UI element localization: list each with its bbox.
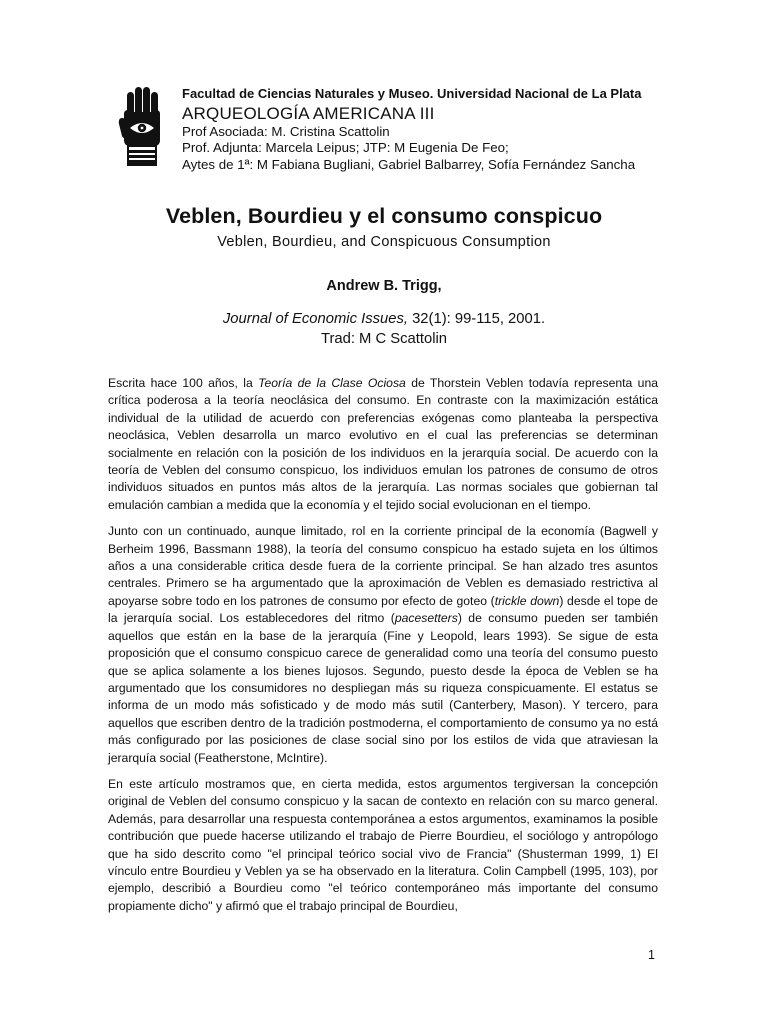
article-title: Veblen, Bourdieu y el consumo conspicuo (165, 204, 603, 228)
pacesetters-italic: pacesetters (394, 611, 458, 626)
paragraph-1-text-a: Escrita hace 100 años, la (108, 376, 259, 390)
staff-line-2: Prof. Adjunta: Marcela Leipus; JTP: M Eugenia De Feo; (182, 140, 509, 155)
faculty-name: Facultad de Ciencias Naturales y Museo. Universidad Nacional de La Plata (182, 86, 642, 101)
journal-reference: 32(1): 99-115, 2001. (407, 311, 546, 327)
paragraph-1-text-c: de Thorstein Veblen todavía representa una crítica poderosa a la teoría neoclásica del consumo. En contraste con la maximización estática individual de la utilidad de acuerdo con preferencias exógenas como planteaba la perspectiva neoclásica, Veblen desarrolla un marco evolutivo en el cual las preferencias se determinan socialmente en relación con la posición de los individuos en la jerarquía social. De acuerdo con la teoría de Veblen del consumo conspicuo, los individuos emulan los patrones de consumo de otros individuos situados en puntos más altos de la jerarquía. Las normas sociales que gobiernan tal emulación cambian a medida que la economía y el tejido social evolucionan en el tiempo. (108, 376, 659, 512)
paragraph-1 (108, 375, 658, 514)
book-title-italic: Teoría de la Clase Ociosa (258, 376, 406, 390)
institution-header (182, 86, 742, 173)
journal-line (100, 309, 668, 329)
article-author: Andrew B. Trigg, (326, 278, 442, 294)
translator-line: Trad: M C Scattolin (320, 331, 448, 347)
journal-citation (100, 309, 668, 349)
course-name: ARQUEOLOGÍA AMERICANA III (182, 103, 435, 123)
page-number: 1 (648, 948, 655, 962)
article-body (108, 375, 658, 924)
paragraph-3: En este artículo mostramos que, en cierta medida, estos argumentos tergiversan la concepción original de Veblen del consumo conspicuo y la sacan de contexto en relación con su marco general. Además, para desarrollar una respuesta contemporánea a estos argumentos, examinamos la posible contribución que puede hacerse utilizando el trabajo de Pierre Bourdieu, el sociólogo y antropólogo que ha sido descrito como "el principal teórico social vivo de Francia" (Shusterman 1999, 1) El vínculo entre Bourdieu y Veblen ya se ha observado en la literatura. Colin Campbell (1995, 103), por ejemplo, describió a Bourdieu como "el teórico contemporáneo más importante del consumo propiamente dicho" y afirmó que el trabajo principal de Bourdieu, (108, 776, 658, 913)
journal-name: Journal of Economic Issues, (222, 311, 408, 327)
paragraph-2-text-c: ) desde el tope de la jerarquía social. Los establecedores del ritmo ( (108, 593, 658, 626)
trickle-down-italic: trickle down (494, 593, 560, 608)
staff-line-1: Prof Asociada: M. Cristina Scattolin (182, 123, 390, 139)
paragraph-2 (108, 523, 658, 767)
paragraph-2-text-a: Junto con un continuado, aunque limitado, rol en la corriente principal de la economía (Bagwell y Berheim 1996, Bassmann 1988), la teoría del consumo conspicuo ha estado sujeta en los últimos años a una considerable critica desde fuera de la corriente principal. Se han alzado tres asuntos centrales. Primero se ha argumentado que la aproximación de Veblen es demasiado restrictiva al apoyarse sobre todo en los patrones de consumo por efecto de goteo ( (108, 524, 658, 608)
article-subtitle: Veblen, Bourdieu, and Conspicuous Consumption (217, 234, 551, 250)
paragraph-2-text-e: ) de consumo pueden ser también aquellos que están en la base de la jerarquía (Fine y Leopold, lears 1993). Se sigue de esta proposición que el consumo conspicuo carece de generalidad como una teoría del consumo puesto que se aplica solamente a los bienes lujosos. Segundo, puesto desde la época de Veblen se ha argumentado que los consumidores no despliegan más su riqueza conspicuamente. El estatus se informa de un modo más sofisticado y de modo más sutil (Canterbery, Mason). Y tercero, para aquellos que escriben dentro de la tradición postmoderna, el comportamiento de consumo ya no está más configurado por las posiciones de clase social sino por los estilos de vida que atraviesan la jerarquía social (Featherstone, McIntire). (108, 611, 658, 765)
staff-line-3: Aytes de 1ª: M Fabiana Bugliani, Gabriel Balbarrey, Sofía Fernández Sancha (182, 156, 636, 172)
hand-with-eye-icon (118, 84, 166, 168)
